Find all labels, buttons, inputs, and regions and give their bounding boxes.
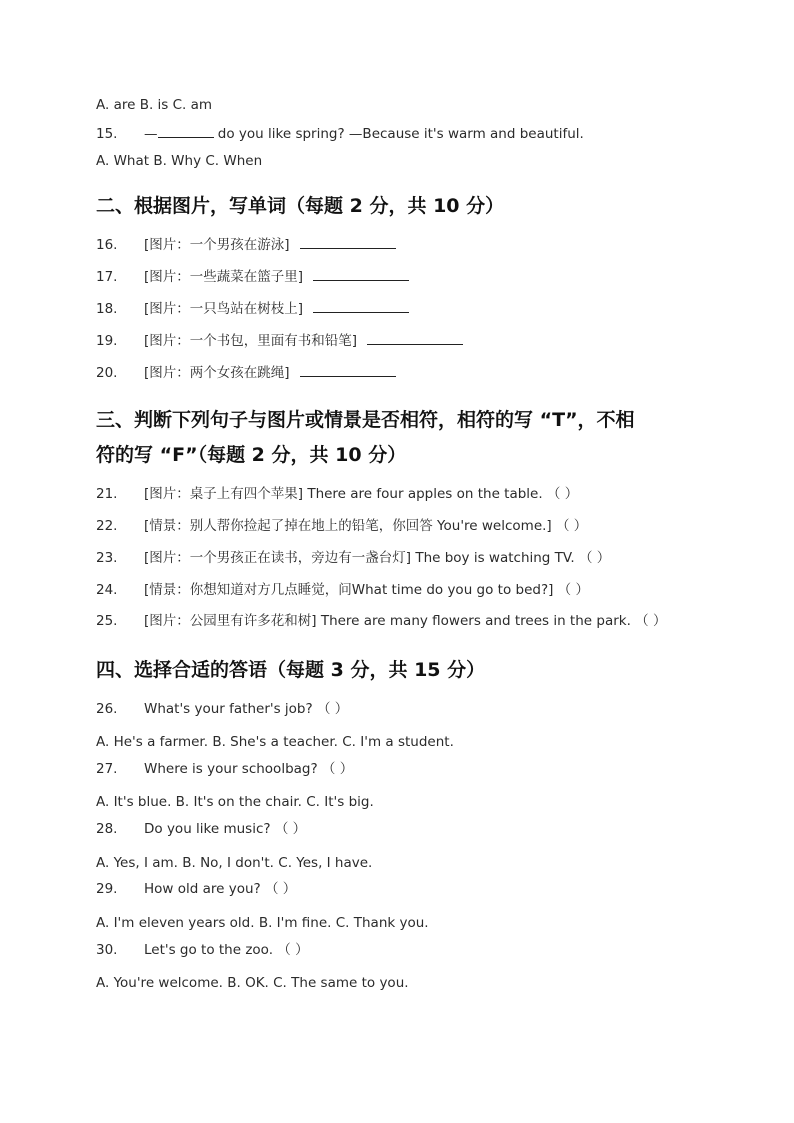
answer-blank[interactable] (313, 298, 409, 313)
question-number: 29. (96, 881, 118, 897)
section-3-heading-line2: 符的写 “F”（每题 2 分，共 10 分） (96, 444, 407, 466)
question-text: Let's go to the zoo. （ ） (144, 942, 309, 958)
question-number: 16. (96, 237, 118, 253)
options-q15: A. What B. Why C. When (96, 153, 263, 169)
options-q28: A. Yes, I am. B. No, I don't. C. Yes, I have. (96, 855, 373, 871)
question-number: 21. (96, 486, 118, 502)
answer-blank[interactable] (367, 330, 463, 345)
question-text: [图片：一个男孩在游泳] (144, 237, 290, 253)
question-23 (96, 548, 610, 568)
question-number: 26. (96, 701, 118, 717)
question-prefix: — (144, 126, 158, 142)
question-18 (96, 298, 409, 319)
question-24 (96, 580, 589, 600)
question-28 (96, 819, 306, 839)
answer-blank[interactable] (300, 234, 396, 249)
question-30 (96, 940, 309, 960)
question-number: 28. (96, 821, 118, 837)
question-text: do you like spring? —Because it's warm and beautiful. (213, 126, 584, 142)
question-19 (96, 330, 463, 351)
question-number: 15. (96, 126, 118, 142)
question-22 (96, 516, 587, 536)
question-number: 22. (96, 518, 118, 534)
options-q27: A. It's blue. B. It's on the chair. C. It's big. (96, 794, 374, 810)
question-17 (96, 266, 409, 287)
question-text: [图片：两个女孩在跳绳] (144, 365, 290, 381)
question-number: 17. (96, 269, 118, 285)
question-text: Do you like music? （ ） (144, 821, 307, 837)
question-number: 18. (96, 301, 118, 317)
section-4-heading: 四、选择合适的答语（每题 3 分，共 15 分） (96, 659, 486, 681)
options-q14: A. are B. is C. am (96, 97, 213, 113)
question-text: [图片：一只鸟站在树枝上] (144, 301, 304, 317)
question-text: [图片：公园里有许多花和树] There are many flowers and trees in the park. （ ） (144, 613, 667, 629)
question-text: [情景：别人帮你捡起了掉在地上的铅笔，你回答 You're welcome.] （ ） (144, 518, 588, 534)
answer-blank[interactable] (158, 123, 214, 138)
question-29 (96, 879, 296, 899)
question-number: 20. (96, 365, 118, 381)
question-text: What's your father's job? （ ） (144, 701, 349, 717)
answer-blank[interactable] (300, 362, 396, 377)
question-text: Where is your schoolbag? （ ） (144, 761, 354, 777)
question-number: 19. (96, 333, 118, 349)
section-2-heading: 二、根据图片，写单词（每题 2 分，共 10 分） (96, 195, 505, 217)
question-number: 25. (96, 613, 118, 629)
question-number: 24. (96, 582, 118, 598)
question-27 (96, 759, 353, 779)
question-text: [图片：一些蔬菜在篮子里] (144, 269, 304, 285)
question-text: [图片：一个书包，里面有书和铅笔] (144, 333, 358, 349)
question-text: [图片：一个男孩正在读书，旁边有一盏台灯] The boy is watching TV. （ ） (144, 550, 611, 566)
question-25 (96, 611, 666, 631)
question-number: 30. (96, 942, 118, 958)
options-q29: A. I'm eleven years old. B. I'm fine. C. Thank you. (96, 915, 429, 931)
question-text: How old are you? （ ） (144, 881, 297, 897)
section-3-heading-line1: 三、判断下列句子与图片或情景是否相符，相符的写 “T”，不相 (96, 409, 635, 431)
options-q30: A. You're welcome. B. OK. C. The same to you. (96, 975, 409, 991)
question-number: 23. (96, 550, 118, 566)
question-15 (96, 123, 584, 144)
question-21 (96, 484, 578, 504)
question-20 (96, 362, 396, 383)
question-number: 27. (96, 761, 118, 777)
question-text: [情景：你想知道对方几点睡觉，问What time do you go to bed?] （ ） (144, 582, 589, 598)
question-26 (96, 699, 348, 719)
answer-blank[interactable] (313, 266, 409, 281)
question-text: [图片：桌子上有四个苹果] There are four apples on the table. （ ） (144, 486, 579, 502)
question-16 (96, 234, 396, 255)
options-q26: A. He's a farmer. B. She's a teacher. C. I'm a student. (96, 734, 454, 750)
